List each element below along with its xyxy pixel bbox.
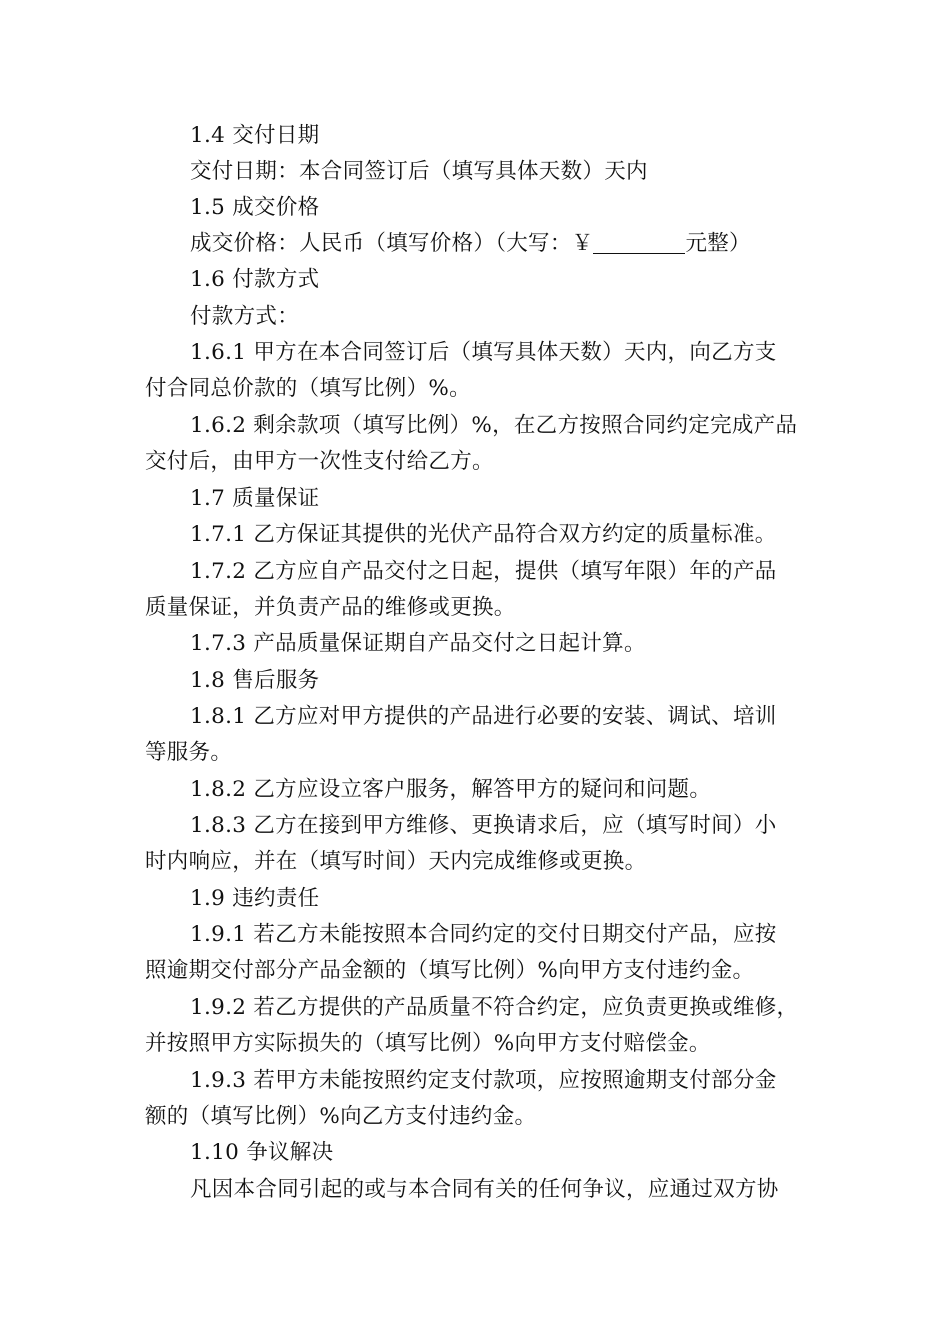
- clause-1-9-2-line-1: 1.9.2 若乙方提供的产品质量不符合约定，应负责更换或维修，: [190, 995, 799, 1020]
- clause-1-9-1-line-2: 照逾期交付部分产品金额的（填写比例）%向甲方支付违约金。: [145, 958, 755, 983]
- clause-1-9-3-line-2: 额的（填写比例）%向乙方支付违约金。: [145, 1104, 537, 1129]
- clause-1-6-1-line-2: 付合同总价款的（填写比例）%。: [145, 376, 471, 401]
- section-1-6-heading: 1.6 付款方式: [190, 267, 320, 292]
- clause-1-8-1-line-1: 1.8.1 乙方应对甲方提供的产品进行必要的安装、调试、培训: [190, 704, 777, 729]
- clause-1-6-1-line-1: 1.6.1 甲方在本合同签订后（填写具体天数）天内，向乙方支: [190, 340, 777, 365]
- clause-1-8-1-line-2: 等服务。: [145, 740, 233, 765]
- clause-1-7-1: 1.7.1 乙方保证其提供的光伏产品符合双方约定的质量标准。: [190, 522, 777, 547]
- section-1-4-text: 交付日期：本合同签订后（填写具体天数）天内: [190, 159, 648, 184]
- clause-1-9-1-line-1: 1.9.1 若乙方未能按照本合同约定的交付日期交付产品，应按: [190, 922, 777, 947]
- price-text-suffix: 元整）: [685, 231, 751, 256]
- section-1-5-heading: 1.5 成交价格: [190, 195, 320, 220]
- section-1-4-heading: 1.4 交付日期: [190, 123, 320, 148]
- section-1-10-text-line-1: 凡因本合同引起的或与本合同有关的任何争议，应通过双方协: [190, 1177, 779, 1202]
- clause-1-7-2-line-2: 质量保证，并负责产品的维修或更换。: [145, 595, 516, 620]
- section-1-10-heading: 1.10 争议解决: [190, 1140, 334, 1165]
- clause-1-8-2: 1.8.2 乙方应设立客户服务，解答甲方的疑问和问题。: [190, 777, 712, 802]
- clause-1-9-2-line-2: 并按照甲方实际损失的（填写比例）%向甲方支付赔偿金。: [145, 1031, 711, 1056]
- clause-1-7-3: 1.7.3 产品质量保证期自产品交付之日起计算。: [190, 631, 646, 656]
- price-blank-line: [593, 231, 685, 254]
- clause-1-6-2-line-1: 1.6.2 剩余款项（填写比例）%，在乙方按照合同约定完成产品: [190, 413, 798, 438]
- clause-1-8-3-line-1: 1.8.3 乙方在接到甲方维修、更换请求后，应（填写时间）小: [190, 813, 777, 838]
- section-1-8-heading: 1.8 售后服务: [190, 668, 320, 693]
- clause-1-7-2-line-1: 1.7.2 乙方应自产品交付之日起，提供（填写年限）年的产品: [190, 559, 777, 584]
- section-1-7-heading: 1.7 质量保证: [190, 486, 320, 511]
- clause-1-9-3-line-1: 1.9.3 若甲方未能按照约定支付款项，应按照逾期支付部分金: [190, 1068, 777, 1093]
- section-1-6-text: 付款方式：: [190, 304, 300, 329]
- clause-1-6-2-line-2: 交付后，由甲方一次性支付给乙方。: [145, 449, 494, 474]
- clause-1-8-3-line-2: 时内响应，并在（填写时间）天内完成维修或更换。: [145, 849, 647, 874]
- section-1-5-text: [190, 229, 751, 259]
- price-text-prefix: 成交价格：人民币（填写价格）（大写：￥: [190, 231, 594, 256]
- section-1-9-heading: 1.9 违约责任: [190, 886, 320, 911]
